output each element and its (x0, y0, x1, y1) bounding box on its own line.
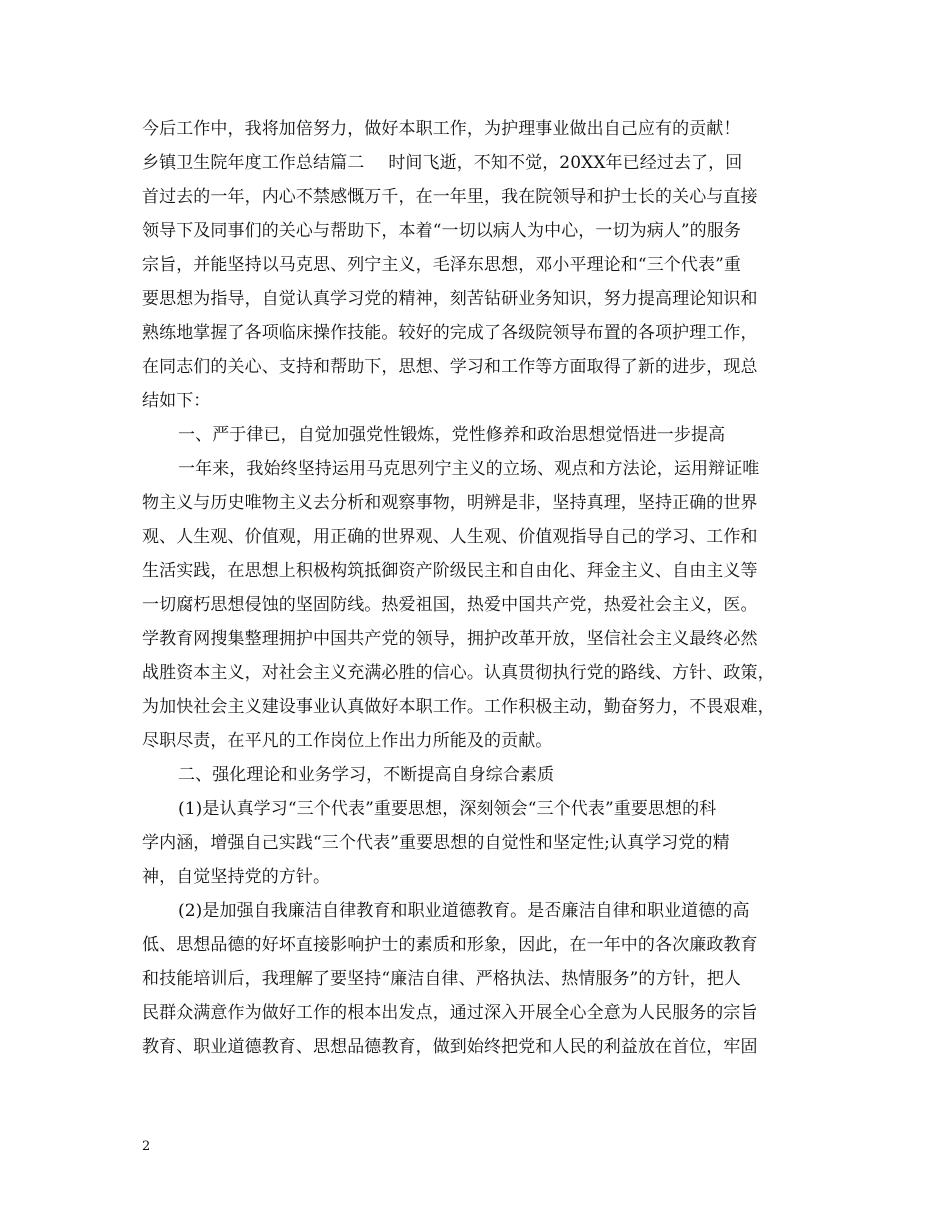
section-title: 乡镇卫生院年度工作总结篇二 (142, 153, 365, 173)
text-line: 尽职尽责，在平凡的工作岗位上作出力所能及的贡献。 (142, 731, 553, 751)
page-number: 2 (142, 1139, 151, 1154)
text-line (142, 146, 824, 180)
text-line: 和技能培训后，我理解了要坚持“廉洁自律、严格执法、热情服务”的方针，把人 (142, 969, 741, 989)
text-line: 结如下： (142, 391, 211, 411)
text-line-tail: 时间飞逝，不知不觉，20XX年已经过去了，回 (388, 153, 743, 173)
text-line: 今后工作中，我将加倍努力，做好本职工作，为护理事业做出自己应有的贡献！ (142, 119, 741, 139)
text-line: 为加快社会主义建设事业认真做好本职工作。工作积极主动，勤奋努力，不畏艰难， (142, 697, 775, 717)
text-line: 战胜资本主义，对社会主义充满必胜的信心。认真贯彻执行党的路线、方针、政策， (142, 663, 775, 683)
text-line: 物主义与历史唯物主义去分析和观察事物，明辨是非，坚持真理，坚持正确的世界 (142, 493, 758, 513)
text-line: 教育、职业道德教育、思想品德教育，做到始终把党和人民的利益放在首位，牢固 (142, 1037, 758, 1057)
text-line: 低、思想品德的好坏直接影响护士的素质和形象，因此，在一年中的各次廉政教育 (142, 935, 758, 955)
text-line: 神，自觉坚持党的方针。 (142, 867, 331, 887)
text-line: 在同志们的关心、支持和帮助下，思想、学习和工作等方面取得了新的进步，现总 (142, 357, 758, 377)
text-line: 领导下及同事们的关心与帮助下，本着“一切以病人为中心，一切为病人”的服务 (142, 221, 741, 241)
section-heading: 一、严于律已，自觉加强党性锻炼，党性修养和政治思想觉悟进一步提高 (178, 425, 726, 445)
text-line: 学内涵，增强自己实践“三个代表”重要思想的自觉性和坚定性;认真学习党的精 (142, 833, 730, 853)
text-line: 首过去的一年，内心不禁感慨万千，在一年里，我在院领导和护士长的关心与直接 (142, 187, 758, 207)
text-line: 一切腐朽思想侵蚀的坚固防线。热爱祖国，热爱中国共产党，热爱社会主义，医。 (142, 595, 758, 615)
text-line: 宗旨，并能坚持以马克思、列宁主义，毛泽东思想，邓小平理论和“三个代表”重 (142, 255, 741, 275)
section-heading: 二、强化理论和业务学习，不断提高自身综合素质 (178, 765, 555, 785)
text-line: 观、人生观、价值观，用正确的世界观、人生观、价值观指导自己的学习、工作和 (142, 527, 758, 547)
text-line: 民群众满意作为做好工作的根本出发点，通过深入开展全心全意为人民服务的宗旨 (142, 1003, 758, 1023)
text-line: 要思想为指导，自觉认真学习党的精神，刻苦钻研业务知识，努力提高理论知识和 (142, 289, 758, 309)
document-body (142, 112, 824, 1064)
text-line: (1)是认真学习“三个代表”重要思想，深刻领会“三个代表”重要思想的科 (178, 799, 717, 819)
text-line: 熟练地掌握了各项临床操作技能。较好的完成了各级院领导布置的各项护理工作， (142, 323, 758, 343)
text-line: (2)是加强自我廉洁自律教育和职业道德教育。是否廉洁自律和职业道德的高 (178, 901, 750, 921)
text-line: 一年来，我始终坚持运用马克思列宁主义的立场、观点和方法论，运用辩证唯 (178, 459, 760, 479)
text-line: 生活实践，在思想上积极构筑抵御资产阶级民主和自由化、拜金主义、自由主义等 (142, 561, 758, 581)
text-line: 学教育网搜集整理拥护中国共产党的领导，拥护改革开放，坚信社会主义最终必然 (142, 629, 758, 649)
